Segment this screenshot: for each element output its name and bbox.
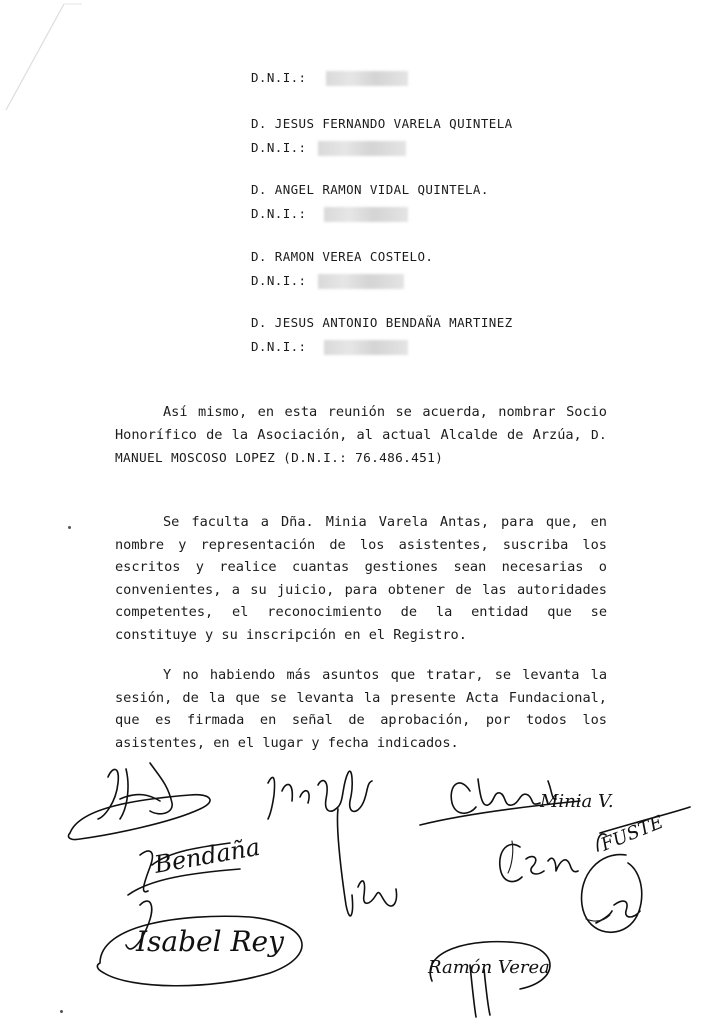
- signature-fuste: [582, 807, 690, 932]
- speck-mark: [68, 526, 71, 529]
- signature-fuste-text: FUSTE: [598, 811, 667, 856]
- redacted-dni: [324, 340, 408, 355]
- dni-line: [251, 269, 433, 293]
- member-name: D. JESUS ANTONIO BENDAÑA MARTINEZ: [251, 315, 513, 330]
- honorary-text: Así mismo, en esta reunión se acuerda, nombrar Socio Honorífico de la Asociación, al actual Alcalde de Arzúa,: [115, 404, 607, 443]
- member-entry-3: [251, 178, 489, 226]
- signature-isabel: [97, 901, 302, 986]
- member-entry-5: [251, 311, 513, 359]
- dni-label: D.N.I.:: [251, 206, 307, 221]
- dni-label: D.N.I.:: [251, 339, 307, 354]
- signature-isabel-text: Isabel Rey: [136, 925, 284, 958]
- redacted-dni: [324, 207, 408, 222]
- redacted-dni: [326, 71, 408, 86]
- signature-middle: [358, 881, 397, 906]
- dni-label: D.N.I.:: [251, 273, 307, 288]
- dni-label: D.N.I.:: [251, 140, 307, 155]
- dni-label: D.N.I.:: [251, 70, 307, 85]
- dni-line: [251, 335, 513, 359]
- honorary-name-line: D. MANUEL MOSCOSO LOPEZ (D.N.I.: 76.486.451): [115, 427, 608, 467]
- authorization-text: Se faculta a Dña. Minia Varela Antas, para que, en nombre y representación de los asistentes, suscriba los escritos y realice cuantas gestiones sean necesarias o convenientes, a su juicio, para obtener de las autoridades competentes, el reconocimiento de la entidad que se constituye y su inscripción en el Registro.: [115, 514, 607, 643]
- signature-2: [268, 771, 372, 916]
- redacted-dni: [318, 274, 404, 289]
- honorary-member-paragraph: [115, 401, 607, 471]
- signature-bendana-text: Bendaña: [152, 832, 263, 879]
- signature-minia-text: Minia V.: [540, 791, 614, 812]
- member-entry-4: [251, 245, 433, 293]
- member-name: D. ANGEL RAMON VIDAL QUINTELA.: [251, 182, 489, 197]
- signature-1: [68, 763, 210, 840]
- member-name: D. RAMON VEREA COSTELO.: [251, 249, 434, 264]
- member-entry-1: [251, 66, 408, 90]
- redacted-dni: [318, 141, 406, 156]
- dni-line: [251, 202, 489, 226]
- member-name: D. JESUS FERNANDO VARELA QUINTELA: [251, 116, 513, 131]
- dni-line: [251, 66, 408, 90]
- closing-paragraph: [115, 664, 607, 754]
- signature-bendana: [128, 833, 262, 895]
- authorization-paragraph: [115, 511, 607, 647]
- member-entry-2: [251, 112, 513, 160]
- signature-ramon: [427, 942, 550, 1017]
- closing-text: Y no habiendo más asuntos que tratar, se levanta la sesión, de la que se levanta la presente Acta Fundacional, que es firmada en señal de aprobación, por todos los asistentes, en el lugar y fecha indicados.: [115, 667, 607, 751]
- page-fold-mark: [4, 2, 84, 112]
- dni-line: [251, 136, 513, 160]
- signatures-area: [0, 755, 724, 1024]
- signature-minia: [420, 779, 614, 825]
- signature-ramon-text: Ramón Verea: [428, 957, 550, 978]
- signature-cen: [500, 841, 578, 882]
